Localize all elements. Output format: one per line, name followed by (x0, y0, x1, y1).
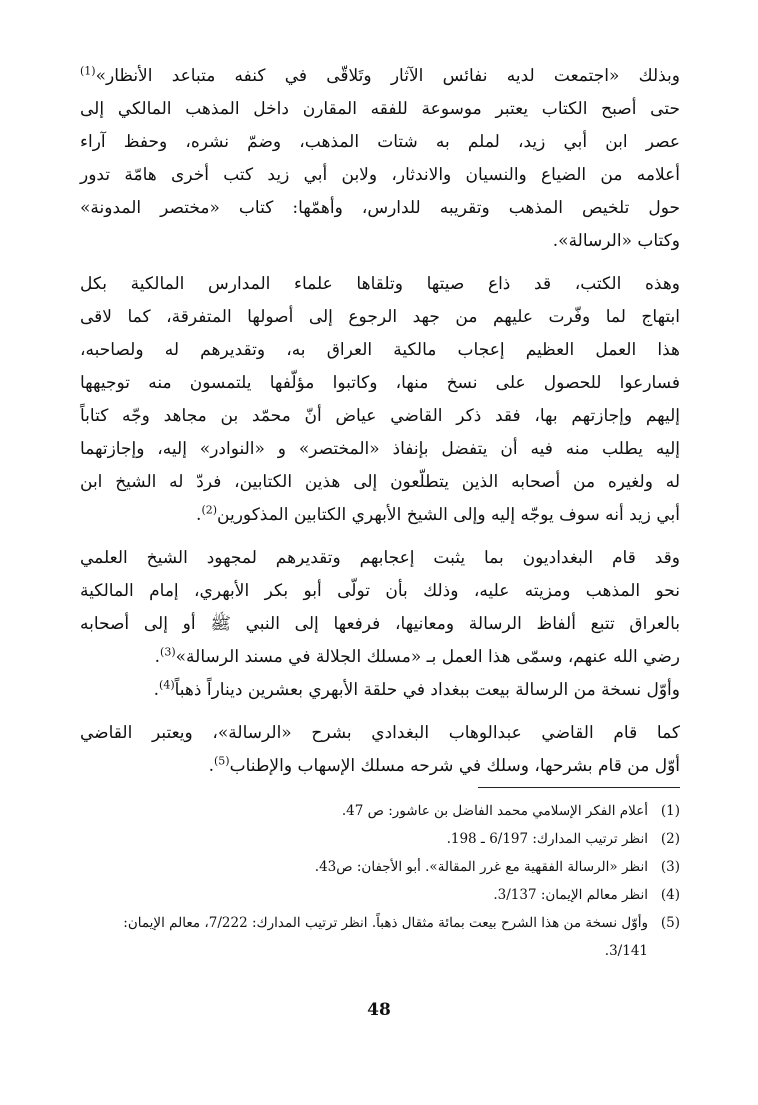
footnote-text: انظر ترتيب المدارك: 6/197 ـ 198. (446, 831, 648, 847)
text-line: رضي الله عنهم، وسمّى هذا العمل بـ «مسلك الجلالة في مسند الرسالة»$^{(3)}$. (154, 645, 680, 667)
footnote-ref[interactable]: (1) (80, 64, 96, 78)
text-line: كما قام القاضي عبدالوهاب البغدادي بشرح «الرسالة»، ويعتبر القاضي (80, 723, 680, 743)
footnote-text: وأوّل نسخة من هذا الشرح بيعت بمائة مثقال ذهباً. انظر ترتيب المدارك: 7/222، معالم الإيمان: 3/141. (123, 915, 648, 959)
text-line: وبذلك «اجتمعت لديه نفائس الآثار وتَلاقّى في كنفه متباعد الأنظار»$^{(1)}$ (80, 64, 680, 86)
footnotes (80, 797, 680, 965)
text-line: وكتاب «الرسالة». (552, 231, 680, 251)
text-line: ابتهاج لما وفّرت عليهم من جهد الرجوع إلى أصولها المتفرقة، كما لاقى (80, 307, 680, 327)
text-line: إليه يطلب منه فيه أن يتفضل بإنفاذ «المختصر» و «النوادر» إليه، وإجازتهما (80, 439, 680, 459)
text-line: أوّل من قام بشرحها، وسلك في شرحه مسلك الإسهاب والإطناب$^{(5)}$. (208, 754, 680, 776)
footnote-item (80, 853, 680, 881)
text-line: وأوّل نسخة من الرسالة بيعت ببغداد في حلقة الأبهري بعشرين ديناراً ذهباً$^{(4)}$. (153, 678, 680, 700)
text-line: أعلامه من الضياع والنسيان والاندثار، ولابن أبي زيد كتب أخرى هامّة تدور (80, 165, 680, 185)
footnote-ref[interactable]: (5) (213, 754, 230, 768)
footnote-item (80, 909, 680, 965)
text-line: أبي زيد أنه سوف يوجّه إليه وإلى الشيخ الأبهري الكتابين المذكورين$^{(2)}$. (196, 503, 680, 525)
footnote-text: انظر «الرسالة الفقهية مع غرر المقالة». أبو الأجفان: ص43. (314, 859, 648, 875)
footnote-text: انظر معالم الإيمان: 3/137. (493, 887, 648, 903)
text-line: بالعراق تتبع ألفاظ الرسالة ومعانيها، فرفعها إلى النبي ﷺ أو إلى أصحابه (80, 614, 680, 634)
footnote-divider (478, 787, 680, 788)
text-line: وهذه الكتب، قد ذاع صيتها وتلقاها علماء المدارس المالكية بكل (80, 274, 680, 294)
text-line: حول تلخيص المذهب وتقريبه للدارس، وأهمّها: كتاب «مختصر المدونة» (80, 198, 680, 218)
footnote-item (80, 825, 680, 853)
text-line: إليهم وإجازتهم بها، فقد ذكر القاضي عياض أنّ محمّد بن مجاهد وجّه كتاباً (80, 406, 680, 426)
text-line: هذا العمل العظيم إعجاب مالكية العراق به، وتقديرهم له ولصاحبه، (80, 340, 680, 360)
paragraph-3 (80, 542, 680, 707)
page-number: 48 (367, 1000, 391, 1020)
paragraph-1 (80, 60, 680, 258)
text-line: وقد قام البغداديون بما يثبت إعجابهم وتقديرهم لمجهود الشيخ العلمي (80, 548, 680, 568)
text-line: عصر ابن أبي زيد، لملم به شتات المذهب، وضمّ نشره، وحفظ آراء (80, 132, 680, 152)
footnote-number: (1) (660, 803, 680, 819)
paragraph-4 (80, 717, 680, 783)
footnote-item (80, 881, 680, 909)
footnote-number: (5) (660, 915, 680, 931)
main-text (80, 60, 680, 793)
footnote-number: (3) (660, 859, 680, 875)
footnote-number: (2) (660, 831, 680, 847)
footnote-item (80, 797, 680, 825)
text-line: حتى أصبح الكتاب يعتبر موسوعة للفقه المقارن داخل المذهب المالكي إلى (80, 99, 680, 119)
text-line: فسارعوا للحصول على نسخ منها، وكاتبوا مؤلّفها يلتمسون منه توجيهها (80, 373, 680, 393)
paragraph-2 (80, 268, 680, 532)
footnote-text: أعلام الفكر الإسلامي محمد الفاضل بن عاشور: ص 47. (341, 803, 648, 819)
text-line: له ولغيره من أصحابه الذين يتطلّعون إلى هذين الكتابين، فردّ له الشيخ ابن (80, 472, 680, 492)
footnote-ref[interactable]: (3) (160, 645, 176, 659)
footnote-ref[interactable]: (2) (201, 503, 218, 517)
footnote-number: (4) (660, 887, 680, 903)
text-line: نحو المذهب ومزيته عليه، وذلك بأن تولّى أبو بكر الأبهري، إمام المالكية (80, 581, 680, 601)
footnote-ref[interactable]: (4) (159, 678, 175, 692)
